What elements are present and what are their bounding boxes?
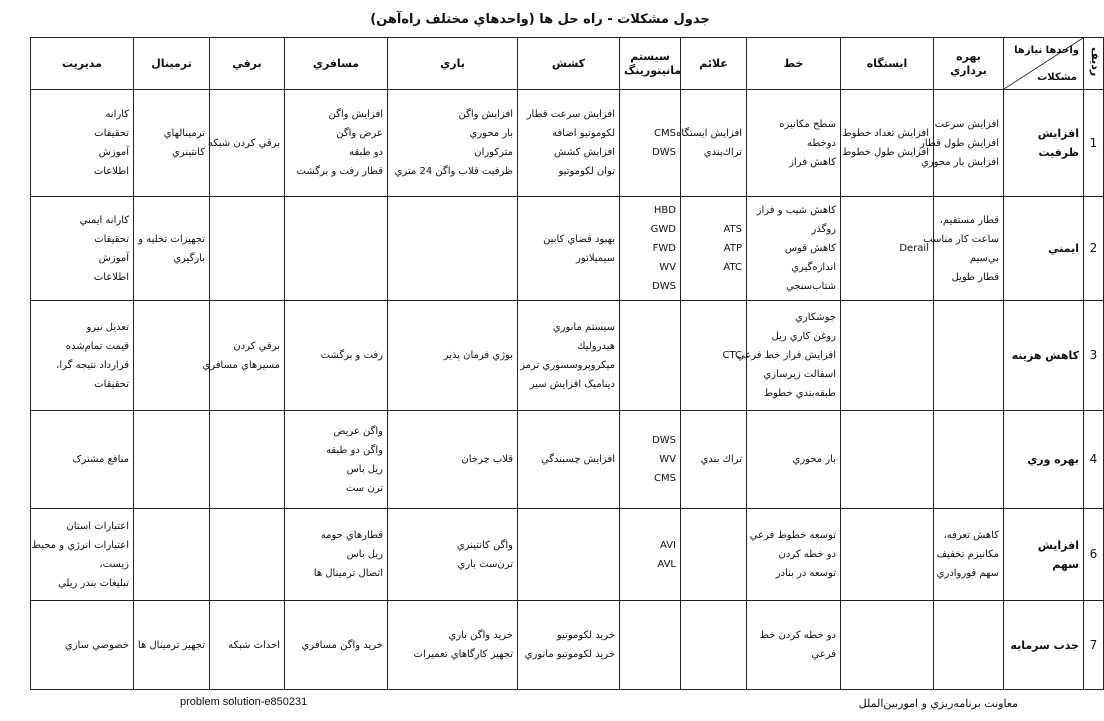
row-problem-label: بهره وري	[1004, 411, 1084, 509]
cell-passenger	[285, 90, 388, 197]
cell-line: اطلاعات	[93, 166, 129, 177]
cell-line: خريد لكوموتيو	[556, 630, 615, 641]
cell-track	[747, 509, 841, 601]
cell-line: ديناميک افزايش سير	[529, 378, 615, 390]
cell-line: ميكروپروسسوري ترمز	[520, 359, 615, 371]
cell-monitoring	[620, 90, 681, 197]
cell-line: جوشكاري	[795, 312, 836, 323]
cell-passenger	[285, 197, 388, 301]
page-title: جدول مشكلات - راه حل ها (واحدهاي مختلف راه‌آهن)	[370, 12, 710, 27]
row-problem-label: افزايش ظرفيت	[1004, 90, 1084, 197]
cell-line: خريد واگن باري	[448, 630, 513, 641]
row-problem-label: جذب سرمايه	[1004, 601, 1084, 690]
cell-track	[747, 197, 841, 301]
cell-freight	[388, 301, 518, 411]
header-electric: برقي	[210, 38, 285, 90]
header-index-label: رديف	[1089, 46, 1102, 77]
cell-monitoring	[620, 411, 681, 509]
header-ops: بهره برداري	[934, 38, 1004, 90]
cell-line: قطارهاي حومه	[320, 530, 383, 541]
cell-traction	[518, 509, 620, 601]
cell-line: توان لكوموتيو	[558, 166, 615, 177]
cell-signal	[681, 411, 747, 509]
cell-line: افزايش طول قطار	[920, 137, 999, 149]
cell-passenger	[285, 509, 388, 601]
cell-line: ATP	[723, 243, 742, 254]
cell-line: بار محوري	[792, 454, 836, 465]
cell-line: ظرفيت قلاب واگن 24 متري	[394, 166, 513, 177]
cell-line: دو خطه كردن	[778, 549, 836, 560]
cell-line: متركوران	[474, 147, 513, 158]
cell-line: ترن ست	[345, 482, 383, 494]
cell-line: DWS	[652, 435, 676, 446]
table-body	[31, 90, 1104, 690]
cell-line: توسعه خطوط فرعي	[749, 530, 836, 541]
table-row	[31, 197, 1104, 301]
cell-management	[31, 601, 134, 690]
cell-line: هيدروليك	[577, 340, 615, 352]
cell-line: افزايش بار محوري	[920, 156, 999, 168]
table-row	[31, 601, 1104, 690]
header-station: ايستگاه	[841, 38, 934, 90]
cell-freight	[388, 509, 518, 601]
cell-electric	[207, 90, 285, 197]
cell-line: ترمينالهاي	[163, 128, 205, 139]
cell-line: توسعه در بنادر	[775, 568, 836, 579]
table-row	[31, 301, 1104, 411]
cell-line: افزايش تعداد خطوط	[842, 128, 929, 139]
cell-signal	[681, 197, 747, 301]
cell-line: ريل باس	[346, 463, 383, 475]
row-problem-label: كاهش هزينه	[1004, 301, 1084, 411]
cell-line: برقي كردن شبكه	[207, 137, 280, 149]
cell-line: افزايش واگن	[458, 109, 513, 120]
cell-line: ريل باس	[346, 549, 383, 560]
header-problems: مشكلات	[1037, 72, 1077, 83]
cell-traction	[518, 411, 620, 509]
cell-track	[747, 90, 841, 197]
cell-line: تجهيز كارگاهاي تعميرات	[413, 649, 513, 660]
header-terminal: ترمينال	[134, 38, 210, 90]
header-index	[1084, 38, 1104, 90]
cell-terminal	[134, 509, 210, 601]
cell-line: بي‌سيم	[969, 252, 999, 264]
cell-line: آموزش	[98, 147, 129, 158]
cell-line: اتصال ترمينال ها	[313, 568, 383, 579]
cell-station	[841, 411, 934, 509]
header-traction: كشش	[518, 38, 620, 90]
cell-terminal	[134, 197, 210, 301]
cell-line: خريد لكوموتيو مانوري	[524, 649, 615, 660]
cell-electric	[210, 411, 285, 509]
row-number: 4	[1084, 411, 1104, 509]
cell-line: روغن كاري ريل	[771, 331, 836, 342]
cell-line: WV	[659, 262, 676, 273]
cell-monitoring	[620, 301, 681, 411]
row-number: 1	[1084, 90, 1104, 197]
header-units-needs: واحدها نيازها	[1014, 45, 1079, 56]
cell-line: اسفالت زيرسازي	[763, 369, 836, 380]
cell-line: دو خطه كردن خط	[759, 630, 836, 641]
cell-line: تحقيقات	[94, 378, 129, 390]
header-freight: باري	[388, 38, 518, 90]
cell-line: افزايش سرعت قطار	[526, 109, 615, 120]
cell-line: خصوصي سازي	[64, 639, 129, 651]
cell-passenger	[285, 601, 388, 690]
table-row	[31, 509, 1104, 601]
cell-line: آموزش	[98, 252, 129, 264]
cell-line: ترن‌ست باري	[457, 558, 513, 570]
cell-traction	[518, 197, 620, 301]
cell-monitoring	[620, 197, 681, 301]
cell-line: عرض واگن	[336, 128, 383, 139]
cell-management	[31, 301, 134, 411]
cell-line: فرعي	[811, 649, 836, 660]
cell-passenger	[285, 411, 388, 509]
cell-station	[841, 601, 934, 690]
cell-line: DWS	[652, 281, 676, 292]
table-row	[31, 90, 1104, 197]
cell-management	[31, 197, 134, 301]
cell-electric	[210, 197, 285, 301]
cell-line: افزايش فراز خط فرعي	[736, 350, 836, 361]
cell-line: CMS	[654, 128, 676, 139]
cell-signal	[681, 509, 747, 601]
cell-line: برقي كردن	[233, 340, 280, 352]
cell-line: WV	[659, 454, 676, 465]
cell-line: AVI	[660, 539, 676, 551]
cell-line: بار محوري	[469, 128, 513, 139]
cell-traction	[518, 90, 620, 197]
cell-ops	[934, 301, 1004, 411]
cell-line: افزايش كشش	[554, 147, 615, 158]
cell-freight	[388, 90, 518, 197]
cell-ops	[934, 601, 1004, 690]
cell-line: اعتبارات انرژي و محيط	[31, 539, 129, 551]
cell-line: سيستم مانوري	[552, 321, 615, 333]
cell-line: دوخطه	[806, 137, 836, 149]
cell-line: تحقيقات	[94, 128, 129, 139]
cell-line: HBD	[653, 205, 676, 216]
cell-station	[841, 301, 934, 411]
row-problem-label: افزايش سهم	[1004, 509, 1084, 601]
cell-line: بهبود فضاي كابين	[543, 233, 615, 245]
cell-line: قطار مستقيم،	[939, 214, 999, 226]
cell-line: دو طبقه	[349, 147, 383, 158]
cell-line: قطار طويل	[951, 271, 999, 283]
cell-passenger	[285, 301, 388, 411]
cell-line: تبليغات بندر ريلي	[58, 577, 129, 589]
cell-line: افزايش ايستگاه	[676, 128, 742, 139]
cell-ops	[934, 509, 1004, 601]
cell-line: ATS	[723, 224, 742, 235]
cell-ops	[920, 90, 1004, 197]
cell-management	[31, 509, 134, 601]
cell-traction	[518, 301, 620, 411]
cell-line: مسيرهاي مسافري	[202, 359, 280, 371]
cell-line: ATC	[723, 262, 742, 273]
cell-line: افزايش طول خطوط	[842, 147, 929, 158]
cell-line: قيمت تمام‌شده	[65, 340, 129, 352]
header-issues-diagonal	[1004, 38, 1084, 90]
cell-line: كاهش تعرفه،	[943, 530, 999, 541]
cell-monitoring	[620, 509, 681, 601]
cell-line: بارگيري	[173, 252, 205, 264]
cell-line: FWD	[652, 243, 676, 254]
cell-line: خريد واگن مسافري	[301, 639, 383, 651]
cell-line: اندازه‌گيري	[791, 262, 836, 273]
cell-station	[841, 197, 934, 301]
cell-management	[31, 90, 134, 197]
cell-line: قطار رفت و برگشت	[296, 166, 383, 177]
row-number: 2	[1084, 197, 1104, 301]
header-row	[31, 38, 1104, 90]
row-number: 3	[1084, 301, 1104, 411]
cell-line: اطلاعات	[93, 271, 129, 283]
cell-signal	[681, 601, 747, 690]
cell-line: شتاب‌سنجي	[785, 281, 836, 292]
table-row	[31, 411, 1104, 509]
cell-electric	[210, 601, 285, 690]
cell-management	[31, 411, 134, 509]
cell-signal	[676, 90, 747, 197]
cell-line: مكانيزم تخفيف	[936, 549, 999, 560]
cell-line: AVL	[657, 558, 676, 570]
cell-line: اعتبارات استان	[66, 520, 129, 532]
cell-freight	[388, 601, 518, 690]
cell-line: CMS	[654, 473, 676, 484]
cell-line: منافع مشترک	[72, 454, 129, 465]
cell-line: قلاب چرخان	[461, 454, 513, 465]
cell-line: CTC	[722, 350, 742, 361]
cell-track	[747, 411, 841, 509]
cell-electric	[210, 509, 285, 601]
cell-line: لكوموتيو اضافه	[552, 128, 615, 139]
header-passenger: مسافري	[285, 38, 388, 90]
cell-line: كارانه	[105, 109, 129, 120]
row-number: 6	[1084, 509, 1104, 601]
cell-line: زيست،	[99, 558, 129, 570]
cell-line: تجهيز ترمينال ها	[137, 639, 205, 651]
cell-line: بوژي فرمان پذير	[443, 350, 513, 361]
header-monitoring: سيستم مانيتورينگ	[620, 38, 681, 90]
cell-track	[747, 601, 841, 690]
cell-line: Derail	[899, 243, 929, 254]
cell-line: تجهيزات تخليه و	[138, 233, 205, 245]
header-track: خط	[747, 38, 841, 90]
cell-track	[736, 301, 841, 411]
footer-department: معاونت برنامه‌ريزي و اموربين‌الملل	[858, 697, 1018, 710]
cell-line: طبقه‌بندي خطوط	[763, 388, 836, 399]
cell-station	[841, 509, 934, 601]
cell-traction	[518, 601, 620, 690]
cell-line: كاهش قوس	[784, 243, 836, 254]
cell-line: سيميلاتور	[576, 252, 615, 264]
cell-line: كانتينري	[172, 147, 205, 158]
cell-electric	[202, 301, 285, 411]
cell-ops	[923, 197, 1004, 301]
cell-line: كاهش شيب و فراز	[756, 205, 836, 216]
cell-freight	[388, 197, 518, 301]
cell-line: تحقيقات	[94, 233, 129, 245]
cell-line: افزايش واگن	[328, 109, 383, 120]
header-management: مديريت	[31, 38, 134, 90]
row-number: 7	[1084, 601, 1104, 690]
cell-terminal	[134, 411, 210, 509]
cell-line: احداث شبكه	[228, 639, 280, 651]
cell-line: GWD	[650, 224, 676, 235]
cell-monitoring	[620, 601, 681, 690]
cell-line: روگذر	[811, 224, 836, 235]
cell-line: قرارداد نتيجه گرا،	[56, 359, 129, 371]
cell-line: ساعت كار مناسب	[923, 233, 999, 245]
footer-document-id: problem solution-e850231	[180, 696, 308, 708]
row-problem-label: ايمني	[1004, 197, 1084, 301]
problems-solutions-table	[30, 37, 1102, 690]
cell-line: تعديل نيرو	[86, 321, 129, 333]
header-signal: علائم	[681, 38, 747, 90]
cell-line: كاهش فراز	[789, 156, 836, 168]
cell-line: افزايش چسبندگي	[540, 454, 615, 465]
cell-freight	[388, 411, 518, 509]
cell-line: واگن عريض	[333, 425, 383, 437]
cell-line: سهم فوروادري	[936, 568, 999, 579]
cell-line: كارانه ايمني	[79, 214, 129, 226]
cell-terminal	[134, 601, 210, 690]
cell-line: سطح مكانيزه	[779, 118, 836, 130]
cell-line: واگن دو طبقه	[325, 444, 383, 456]
cell-terminal	[134, 301, 210, 411]
cell-line: واگن كانتينري	[456, 539, 513, 551]
cell-line: رفت و برگشت	[320, 350, 383, 361]
cell-line: تراك‌بندي	[703, 147, 742, 158]
cell-terminal	[134, 90, 210, 197]
cell-ops	[934, 411, 1004, 509]
cell-line: افزايش سرعت	[934, 118, 999, 130]
cell-line: DWS	[652, 147, 676, 158]
cell-line: تراك بندي	[700, 454, 742, 465]
